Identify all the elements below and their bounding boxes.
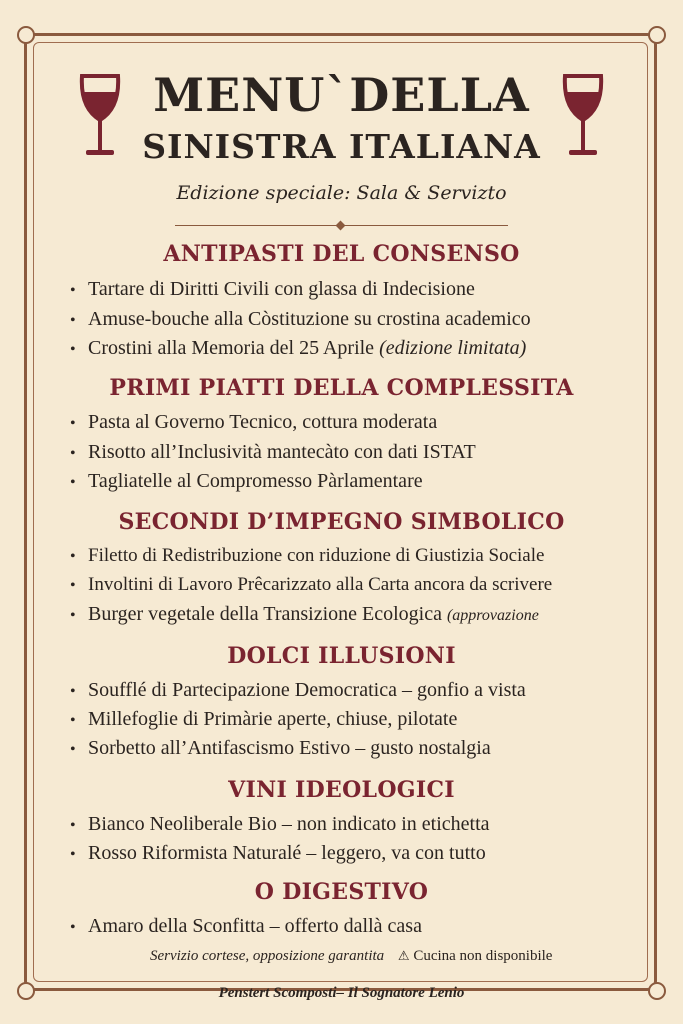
kitchen-note: Cucina non disponibile — [413, 948, 553, 964]
menu-item: • Involtini di Lavoro Prêcarizzato alla Carta ancora da scrivere — [70, 574, 553, 595]
menu-item: • Tartare di Diritti Civili con glassa di Indecisione — [70, 278, 475, 300]
menu-item: • Burger vegetale della Transizione Ecologica (approvazione — [70, 603, 539, 625]
section-heading: O DIGESTIVO — [254, 879, 429, 905]
warning-icon: ⚠ — [397, 948, 410, 963]
menu-item: • Crostini alla Memoria del 25 Aprile (edizione limitata) — [70, 337, 527, 359]
signature: Penstert Scomposti– Il Sognatore Lenio — [218, 985, 465, 1001]
menu-item: • Millefoglie di Primàrie aperte, chiuse, pilotate — [70, 708, 458, 730]
footer-notes — [150, 948, 552, 965]
menu-title: MENU`DELLA — [153, 68, 530, 122]
corner-ornament-top-left — [17, 26, 35, 44]
menu-item: • Sorbetto all’Antifascismo Estivo – gusto nostalgia — [70, 737, 491, 759]
menu-subtitle-line: SINISTRA ITALIANA — [142, 127, 541, 166]
section-heading: PRIMI PIATTI DELLA COMPLESSITA — [109, 375, 574, 401]
menu-item: • Bianco Neoliberale Bio – non indicato in etichetta — [70, 813, 490, 835]
section-heading: VINI IDEOLOGICI — [228, 777, 455, 803]
item-note: (approvazione — [446, 607, 539, 624]
section-heading: ANTIPASTI DEL CONSENSO — [163, 241, 520, 267]
item-note: (edizione limitata) — [379, 337, 527, 359]
menu-item: • Amaro della Sconfitta – offerto dallà casa — [70, 915, 422, 937]
menu-item: • Soufflé di Partecipazione Democratica – gonfio a vista — [70, 679, 526, 701]
menu-item: • Tagliatelle al Compromesso Pàrlamentare — [70, 470, 423, 492]
section-heading: SECONDI D’IMPEGNO SIMBOLICO — [118, 509, 565, 535]
section-heading: DOLCI ILLUSIONI — [227, 643, 456, 669]
menu-item: • Rosso Riformista Naturalé – leggero, va con tutto — [70, 842, 486, 864]
corner-ornament-top-right — [648, 26, 666, 44]
menu-item: • Amuse-bouche alla Còstituzione su crostina academico — [70, 308, 531, 330]
menu-item: • Filetto di Redistribuzione con riduzione di Giustizia Sociale — [70, 545, 545, 566]
menu-item: • Pasta al Governo Tecnico, cottura moderata — [70, 411, 438, 433]
menu-item: • Risotto all’Inclusività mantecàto con dati ISTAT — [70, 441, 476, 463]
service-note: Servizio cortese, opposizione garantita — [150, 948, 385, 964]
edition-note: Edizione speciale: Sala & Servizto — [176, 182, 507, 204]
